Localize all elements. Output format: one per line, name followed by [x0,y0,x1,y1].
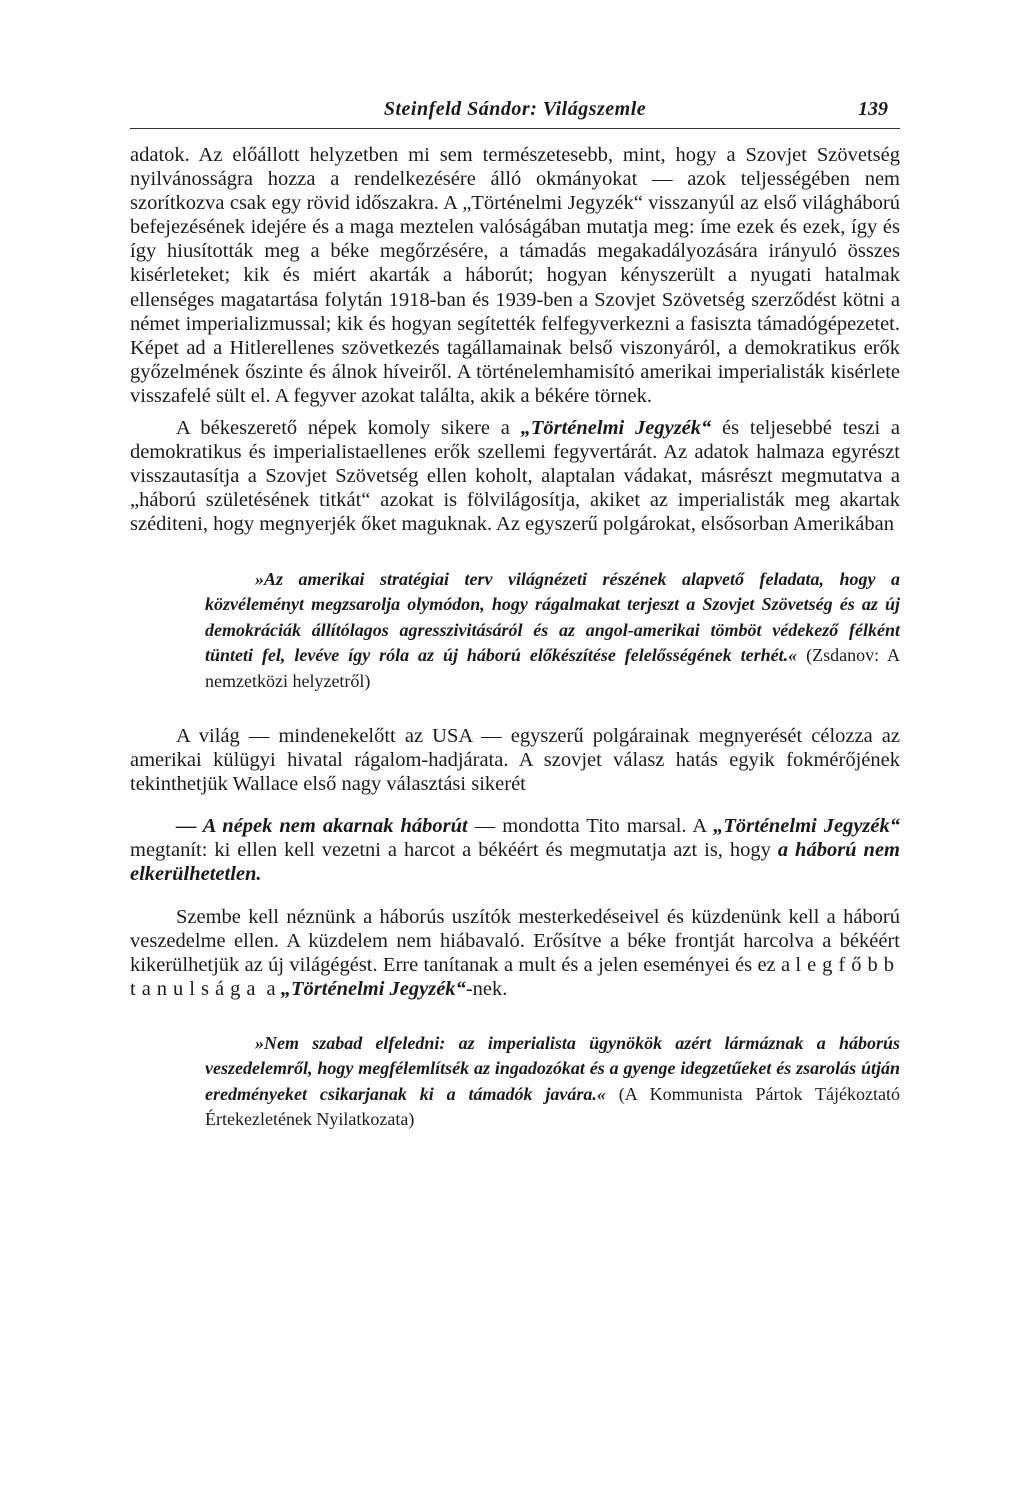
paragraph-4-quote: — A népek nem akarnak háborút [176,815,468,838]
paragraph-4-emphasis: a háború nem elkerülhetetlen. [130,839,900,886]
block-quote-2-source: (A Kommunista Pártok Tájékoztató Értekezletének Nyilatkozata) [205,1083,900,1130]
block-quote-2-text: »Nem szabad elfeledni: az imperialista ügynökök azért lármáznak a háborús veszedelemről, hogy megfélemlítsék az ingadozókat és a gyenge idegzetűeket és zsarolás útján eredményeket csikarjanak ki a támadók javára.« [205,1032,900,1104]
header-rule [130,128,900,129]
paragraph-3: A világ — mindenekelőtt az USA — egyszerű polgárainak megnyerését célozza az amerikai külügyi hivatal rágalom-hadjárata. A szovjet válasz hatás egyik fokmérőjének tekinthetjük Wallace első nagy választási sikerét [130,725,900,796]
page-content [130,143,900,1133]
header-title: Steinfeld Sándor: Világszemle [383,98,647,120]
paragraph-5-spaced: legfőbb tanulsága [130,953,900,1000]
page-number: 139 [858,98,888,120]
paragraph-5-title: „Történelmi Jegyzék“ [280,977,466,1000]
paragraph-4-title: „Történelmi Jegyzék“ [713,815,900,838]
block-quote-1-text: »Az amerikai stratégiai terv világnézeti részének alapvető feladata, hogy a közvéleményt megzsarolja olymódon, hogy rágalmakat terjeszt a Szovjet Szövetség és az új demokráciák állítólagos agresszivitásáról és az angol-amerikai tömböt védekező félként tünteti fel, levéve így róla az új háború előkészítése felelősségének terhét.« [205,568,900,665]
paragraph-2: A békeszerető népek komoly sikere a „Történelmi Jegyzék“ és teljesebbé teszi a demokratikus és imperialistaellenes erők szellemi fegyvertárát. Az adatok halmaza egyrészt visszautasítja a Szovjet Szövetség ellen koholt, alaptalan vádakat, másrészt megmutatva a „háború születésének titkát“ azokat is fölvilágosítja, akiket az imperialisták meg akartak széditeni, hogy megnyerjék őket maguknak. Az egyszerű polgárokat, elsősorban Amerikában [130,417,901,536]
block-quote-1-source: (Zsdanov: A nemzetközi helyzetről) [205,645,900,691]
paragraph-4: — A népek nem akarnak háborút — mondotta Tito marsal. A „Történelmi Jegyzék“ megtanít: ki ellen kell vezetni a harcot a békéért és megmutatja azt is, hogy a háború nem elkerülhetetlen. [130,815,900,886]
paragraph-5: Szembe kell néznünk a háborús uszítók mesterkedéseivel és küzdenünk kell a háború veszedelme ellen. A küzdelem nem hiábavaló. Erősítve a béke frontját harcolva a békéért kikerülhetjük az új világégést. Erre tanítanak a mult és a jelen eseményei és ez a legfőbb tanulsága a „Történelmi Jegyzék“-nek. [130,905,900,1000]
running-header [130,98,900,128]
block-quote-2 [205,1031,900,1133]
paragraph-1: adatok. Az előállott helyzetben mi sem természetesebb, mint, hogy a Szovjet Szövetség nyilvánosságra hozza a rendelkezésére álló okmányokat — azok teljességében nem szorítkozva csak egy rövid időszakra. A „Történelmi Jegyzék“ visszanyúl az első világháború befejezésének idejére és a maga meztelen valóságában mutatja meg: íme ezek és ezek, így és így hiusították meg a béke megőrzésére, a támadás megakadályozására irányuló összes kisérleteket; kik és miért akarták a háborút; hogyan kényszerült a nyugati hatalmak ellenséges magatartása folytán 1918-ban és 1939-ben a Szovjet Szövetség szerződést kötni a német imperializmussal; kik és hogyan segítették felfegyverkezni a fasiszta támadógépezetet. Képet ad a Hitlerellenes szövetkezés tagállamainak belső viszonyáról, a demokratikus erők győzelmének őszinte és álnok híveiről. A történelemhamisító amerikai imperialisták kisérlete visszafelé sült el. A fegyver azokat találta, akik a békére törnek. [130,144,900,407]
paragraph-2-title: „Történelmi Jegyzék“ [520,417,712,440]
block-quote-1 [205,567,900,695]
